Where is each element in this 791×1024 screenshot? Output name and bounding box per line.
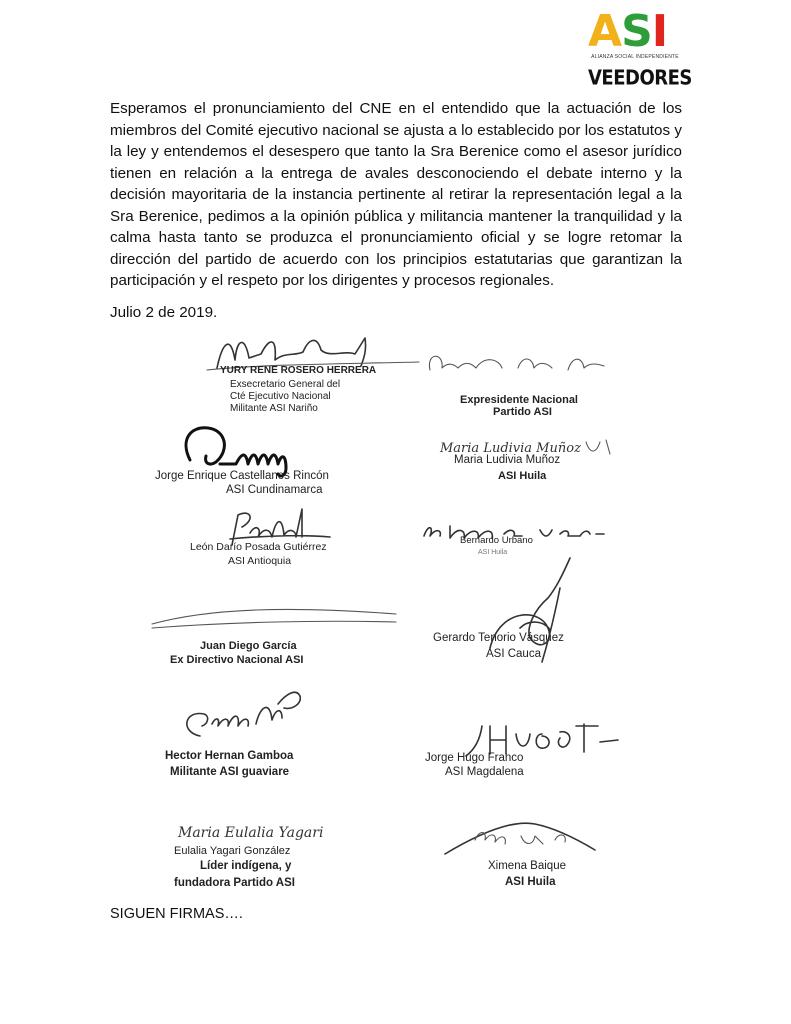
signer-name: Eulalia Yagari González — [174, 845, 291, 857]
asi-veedores-logo — [588, 6, 692, 91]
svg-text:Maria Ludivia Muñoz: Maria Ludivia Muñoz — [440, 441, 581, 456]
more-signatures-note: SIGUEN FIRMAS…. — [110, 906, 243, 922]
signer-role: Expresidente Nacional — [460, 394, 578, 406]
signer-role: ASI Huila — [478, 549, 508, 556]
signature-block — [418, 342, 638, 417]
signature-block — [420, 720, 650, 782]
signature-block — [170, 815, 410, 893]
signer-name: YURY RENE ROSERO HERRERA — [220, 365, 377, 376]
signer-name: Ximena Baique — [488, 860, 566, 872]
signer-role: Militante ASI Nariño — [230, 403, 318, 414]
signer-role: Líder indígena, y — [200, 860, 292, 872]
signature-grid — [150, 330, 650, 895]
signer-name: Bernardo Urbano — [460, 535, 533, 546]
signer-name: Jorge Enrique Castellanos Rincón — [155, 470, 329, 482]
signer-name: Maria Ludivia Muñoz — [454, 454, 561, 466]
signature-block — [160, 680, 400, 780]
signer-role: Militante ASI guaviare — [170, 766, 290, 778]
signature-block — [440, 434, 660, 494]
statement-date: Julio 2 de 2019. — [110, 304, 218, 321]
signer-role: Exsecretario General del — [230, 379, 341, 390]
handwritten-signature — [170, 815, 410, 849]
signer-name: Jorge Hugo Franco — [425, 752, 524, 764]
signature-block — [430, 558, 650, 668]
signature-block — [420, 520, 650, 560]
logo-subtitle: VEEDORES — [588, 66, 692, 91]
signer-role: ASI Cauca — [486, 648, 541, 660]
signature-block — [190, 505, 430, 575]
signer-name: Hector Hernan Gamboa — [165, 750, 294, 762]
svg-text:Maria Eulalia Yagari: Maria Eulalia Yagari — [178, 825, 324, 841]
signer-role: fundadora Partido ASI — [174, 877, 295, 889]
handwritten-signature — [160, 680, 400, 742]
signer-role: Ex Directivo Nacional ASI — [170, 654, 304, 666]
handwritten-signature — [425, 810, 645, 860]
signer-name: Gerardo Tenorio Vásquez — [433, 632, 564, 644]
signer-name: León Darío Posada Gutiérrez — [190, 541, 327, 553]
signer-role: ASI Magdalena — [445, 766, 524, 778]
signature-block — [150, 592, 400, 670]
handwritten-signature — [420, 520, 650, 544]
signer-role: ASI Huila — [505, 876, 556, 888]
signer-role: Partido ASI — [493, 406, 552, 418]
signature-block — [205, 330, 425, 415]
handwritten-signature — [150, 592, 400, 632]
signer-name: Juan Diego García — [200, 640, 297, 652]
handwritten-signature — [418, 342, 638, 382]
logo-tagline: ALIANZA SOCIAL INDEPENDIENTE — [591, 54, 679, 60]
signer-role: Cté Ejecutivo Nacional — [230, 391, 331, 402]
statement-paragraph: Esperamos el pronunciamiento del CNE en el entendido que la actuación de los miembros del Comité ejecutivo nacional se ajusta a lo establecido por los estatutos y la ley y entendemos el desespero que tanto la Sra Berenice como el asesor jurídico tienen en relación a la entrega de avales desconociendo el debate interno y la decisión mayoritaria de la instancia pertinente al retirar la representación legal a la Sra Berenice, pedimos a la opinión pública y militancia mantener la tranquilidad y la calma hasta tanto se produzca el pronunciamiento oficial y se logre retomar la dirección del partido de acuerdo con los principios estatutarias que garantizan la participación y el respeto por los dirigentes y procesos regionales. — [110, 100, 682, 289]
signer-role: ASI Cundinamarca — [226, 484, 323, 496]
signer-role: ASI Antioquia — [228, 555, 292, 567]
asi-logo-mark: ASI — [588, 6, 668, 57]
signature-block — [425, 810, 645, 892]
signature-block — [150, 420, 410, 500]
signer-role: ASI Huila — [498, 470, 547, 482]
